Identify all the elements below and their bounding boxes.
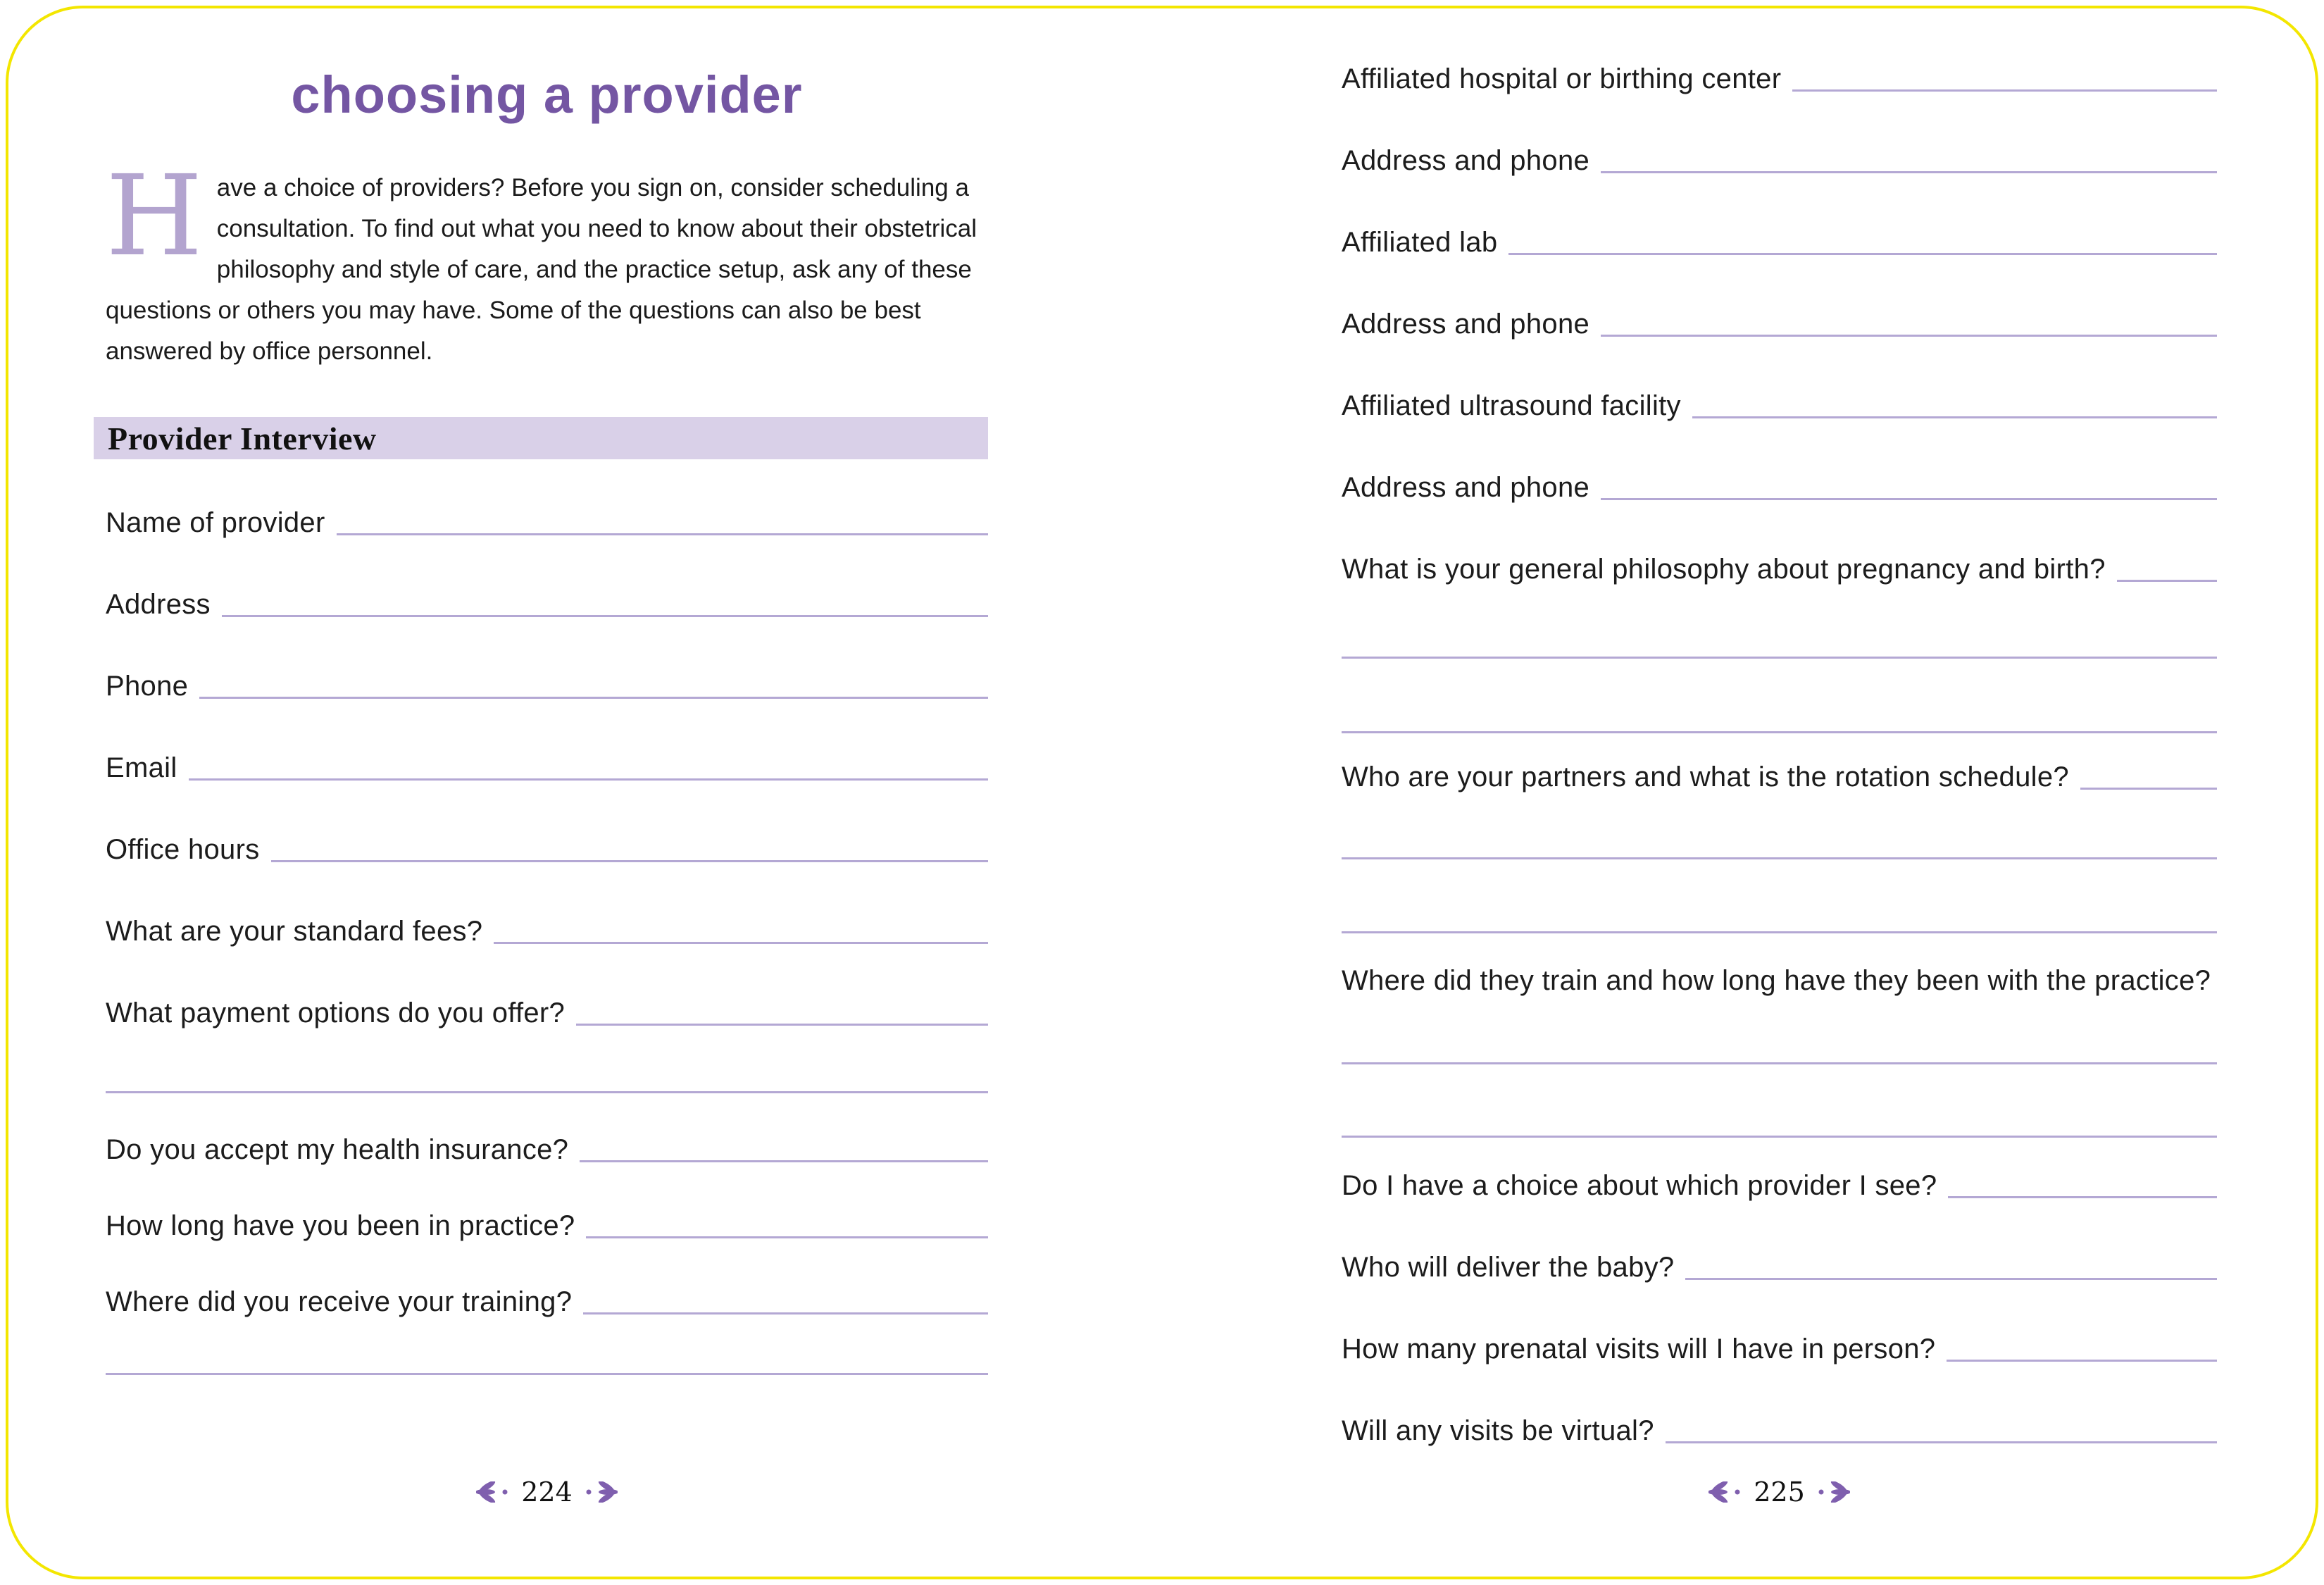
field-label: Where did they train and how long have they been with the practice? (1342, 965, 2211, 996)
field-label: Who will deliver the baby? (1342, 1252, 1675, 1283)
leaf-flourish-icon (581, 1481, 618, 1503)
field-row (1342, 1405, 2217, 1450)
field-label: Will any visits be virtual? (1342, 1415, 1654, 1446)
field-row (1342, 955, 2217, 1000)
blank-line-full[interactable] (1342, 731, 2217, 733)
blank-line[interactable] (337, 533, 988, 535)
field-row (106, 906, 988, 951)
blank-line-full[interactable] (106, 1091, 988, 1093)
blank-line-full[interactable] (1342, 1136, 2217, 1138)
field-row (106, 742, 988, 788)
field-row (1342, 462, 2217, 507)
field-row (1342, 1160, 2217, 1205)
blank-line[interactable] (1947, 1360, 2217, 1362)
field-label: Office hours (106, 834, 260, 865)
leaf-flourish-icon (1708, 1481, 1745, 1503)
field-row (1342, 299, 2217, 344)
field-label: Affiliated ultrasound facility (1342, 390, 1681, 421)
blank-line[interactable] (1601, 498, 2217, 500)
field-row (106, 988, 988, 1033)
blank-line[interactable] (1508, 253, 2217, 255)
page-number-right (1342, 1477, 2217, 1508)
blank-line[interactable] (2080, 788, 2217, 790)
field-row (1342, 752, 2217, 797)
field-label: Affiliated lab (1342, 227, 1498, 258)
blank-line[interactable] (1948, 1196, 2217, 1198)
blank-line[interactable] (586, 1236, 988, 1238)
field-label: How many prenatal visits will I have in person? (1342, 1334, 1936, 1365)
field-row (1342, 1242, 2217, 1287)
dropcap-letter: H (106, 151, 203, 281)
field-label: How long have you been in practice? (106, 1210, 575, 1241)
blank-line[interactable] (189, 778, 988, 781)
page-number: 224 (521, 1477, 573, 1508)
field-row (1342, 380, 2217, 425)
blank-line[interactable] (1685, 1278, 2217, 1280)
blank-line[interactable] (576, 1024, 988, 1026)
blank-line-full[interactable] (1342, 657, 2217, 659)
field-label: What payment options do you offer? (106, 997, 566, 1028)
blank-line[interactable] (583, 1312, 988, 1314)
field-label: What is your general philosophy about pregnancy and birth? (1342, 554, 2106, 585)
field-row (1342, 544, 2217, 589)
field-row (106, 1200, 988, 1245)
field-label: Who are your partners and what is the rotation schedule? (1342, 762, 2069, 792)
blank-line[interactable] (199, 697, 988, 699)
blank-line[interactable] (580, 1160, 988, 1162)
field-label: Email (106, 752, 177, 783)
blank-line[interactable] (1601, 335, 2217, 337)
leaf-flourish-icon (1813, 1481, 1850, 1503)
blank-line[interactable] (1601, 171, 2217, 173)
page-number-left (106, 1477, 988, 1508)
section-heading-bar (94, 417, 988, 459)
blank-line-full[interactable] (1342, 1062, 2217, 1064)
blank-line[interactable] (494, 942, 988, 944)
blank-line[interactable] (1792, 89, 2217, 92)
leaf-flourish-icon (476, 1481, 513, 1503)
field-row (106, 661, 988, 706)
field-row (1342, 135, 2217, 180)
field-row (1342, 1324, 2217, 1369)
blank-line[interactable] (1692, 416, 2217, 418)
right-page (1342, 0, 2217, 1585)
field-row (106, 497, 988, 542)
field-row (1342, 54, 2217, 99)
field-label: Where did you receive your training? (106, 1286, 573, 1317)
field-label: Phone (106, 671, 189, 702)
intro-text: ave a choice of providers? Before you sign on, consider scheduling a consultation. To find out what you need to know about their obstetrical philosophy and style of care, and the practice setup, ask any of these questions or others you may have. Some of the questions can also be best answered by office personnel. (106, 174, 977, 365)
field-label: Address and phone (1342, 472, 1590, 503)
intro-paragraph (106, 151, 988, 372)
page-number: 225 (1754, 1477, 1805, 1508)
field-label: Do I have a choice about which provider I see? (1342, 1170, 1937, 1201)
blank-line-full[interactable] (1342, 857, 2217, 859)
field-label: Address and phone (1342, 309, 1590, 340)
blank-line-full[interactable] (106, 1373, 988, 1375)
blank-line[interactable] (1666, 1441, 2217, 1443)
blank-line[interactable] (2117, 580, 2217, 582)
field-row (106, 1124, 988, 1169)
field-row (1342, 217, 2217, 262)
field-label: Address and phone (1342, 145, 1590, 176)
field-label: Name of provider (106, 507, 325, 538)
field-label: Address (106, 589, 211, 620)
field-label: Do you accept my health insurance? (106, 1134, 569, 1165)
field-label: What are your standard fees? (106, 916, 483, 947)
page-title: choosing a provider (291, 66, 803, 124)
field-label: Affiliated hospital or birthing center (1342, 63, 1782, 94)
section-heading: Provider Interview (108, 420, 377, 456)
field-row (106, 824, 988, 869)
left-page (106, 0, 988, 1585)
blank-line[interactable] (222, 615, 988, 617)
blank-line-full[interactable] (1342, 931, 2217, 933)
blank-line[interactable] (271, 860, 988, 862)
field-row (106, 1276, 988, 1322)
field-row (106, 579, 988, 624)
